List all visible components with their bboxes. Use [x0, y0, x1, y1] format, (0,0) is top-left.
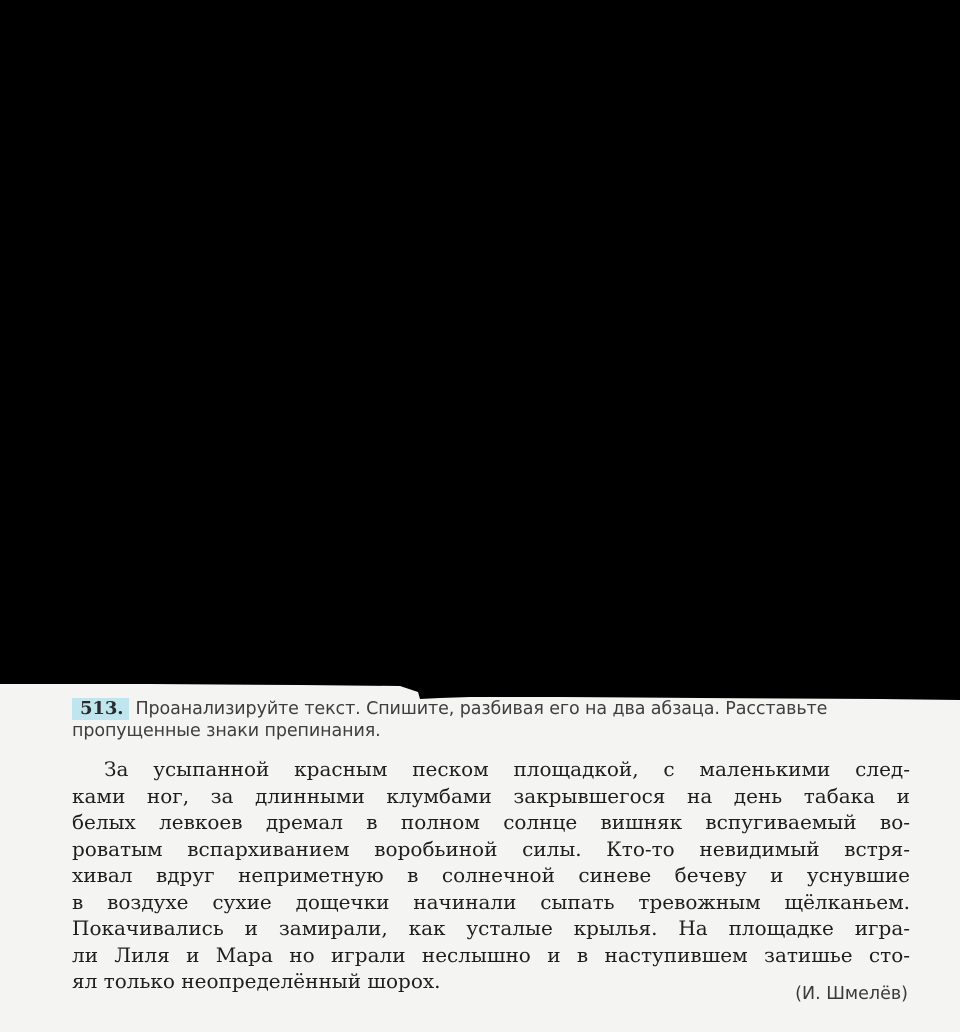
author-attribution: (И. Шмелёв) — [795, 984, 908, 1004]
instruction-line-1 — [72, 698, 910, 720]
passage-line: в воздухе сухие дощечки начинали сыпать тревожным щёлканьем. — [72, 889, 910, 914]
exercise-number: 513. — [72, 698, 129, 720]
passage-text — [72, 756, 910, 995]
passage-line: За усыпанной красным песком площадкой, с маленькими след- — [104, 757, 910, 781]
exercise-block — [72, 698, 910, 995]
passage-line: ли Лиля и Мара но играли неслышно и в наступившем затишье сто- — [72, 942, 910, 967]
passage-line: роватым вспархиванием воробьиной силы. Кто-то невидимый встря- — [72, 836, 910, 861]
instruction-line-2: пропущенные знаки препинания. — [72, 721, 381, 741]
passage-line: Покачивались и замирали, как усталые крылья. На площадке игра- — [72, 916, 910, 940]
passage-line: белых левкоев дремал в полном солнце вишняк вспугиваемый во- — [72, 810, 910, 834]
passage-line: ками ног, за длинными клумбами закрывшегося на день табака и — [72, 783, 910, 808]
instruction-text-1: Проанализируйте текст. Спишите, разбивая его на два абзаца. Расставьте — [135, 699, 828, 719]
passage-line: хивал вдруг неприметную в солнечной синеве бечеву и уснувшие — [72, 863, 910, 887]
passage-line: ял только неопределённый шорох. — [72, 969, 441, 993]
